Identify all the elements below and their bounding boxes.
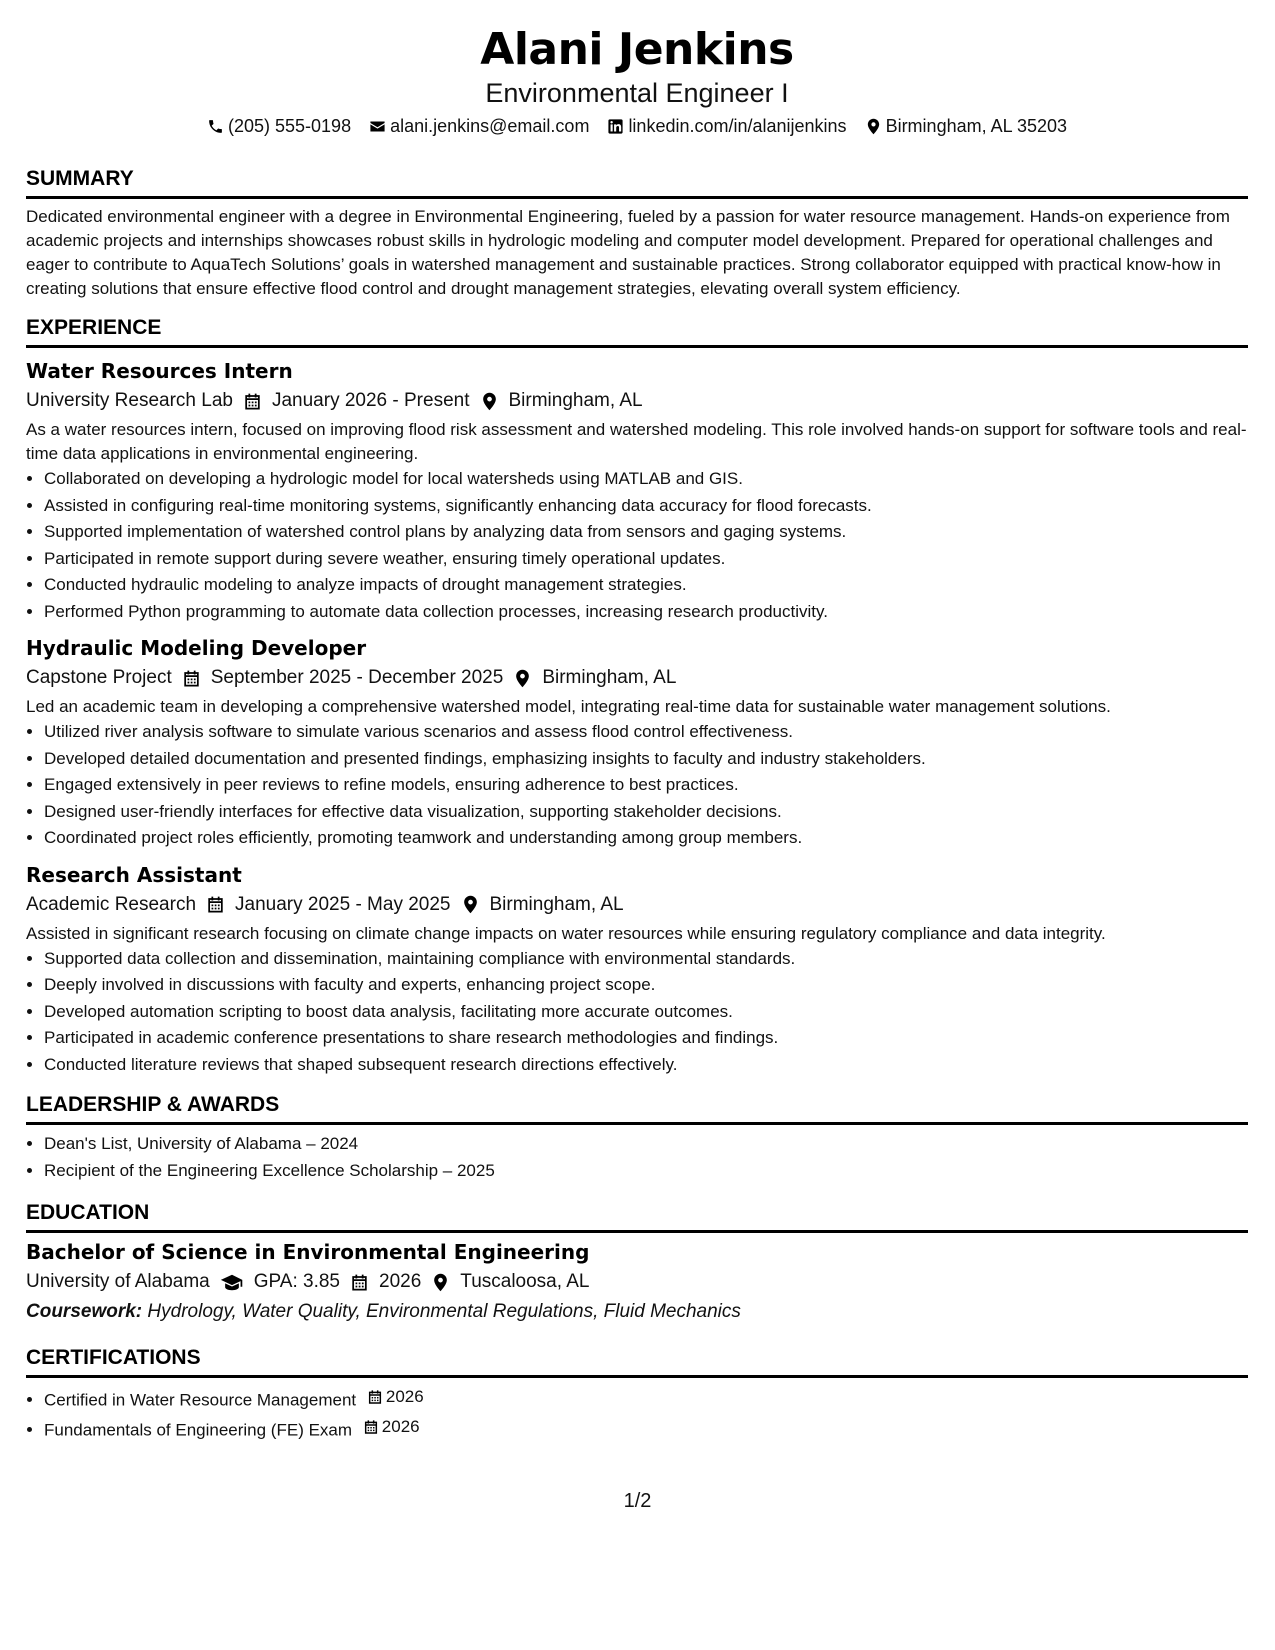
contact-phone[interactable] xyxy=(207,114,351,138)
list-item: • Performed Python programming to automate data collection processes, increasing research productivity. xyxy=(44,599,1248,626)
contact-row xyxy=(26,114,1248,138)
cert-name: Certified in Water Resource Management xyxy=(44,1390,357,1410)
contact-email-text: alani.jenkins@email.com xyxy=(390,116,590,136)
calendar-icon xyxy=(243,392,262,411)
calendar-icon xyxy=(182,669,201,688)
job-title: Water Resources Intern xyxy=(26,359,293,383)
list-item: • Dean's List, University of Alabama – 2024 xyxy=(44,1131,1248,1158)
list-item xyxy=(44,1384,1248,1414)
contact-linkedin-text: linkedin.com/in/alanijenkins xyxy=(628,116,847,136)
job-title: Hydraulic Modeling Developer xyxy=(26,636,367,660)
linkedin-icon xyxy=(607,118,624,135)
page-number: 1/2 xyxy=(623,1490,652,1512)
calendar-icon xyxy=(363,1419,379,1435)
phone-icon xyxy=(207,118,224,135)
list-item: • Recipient of the Engineering Excellence Scholarship – 2025 xyxy=(44,1158,1248,1185)
map-pin-icon xyxy=(513,669,532,688)
contact-phone-text: (205) 555-0198 xyxy=(227,116,352,136)
leadership-list xyxy=(26,1131,1248,1184)
job-meta xyxy=(26,386,1248,416)
job-entry xyxy=(26,860,1248,1079)
list-item: • Developed automation scripting to boost data analysis, facilitating more accurate outcomes. xyxy=(44,999,1248,1026)
job-description: Assisted in significant research focusing on climate change impacts on water resources while ensuring regulatory compliance and data integrity. xyxy=(26,923,1106,943)
job-dates: January 2026 - Present xyxy=(271,390,470,411)
list-item: • Supported data collection and dissemination, maintaining compliance with environmental standards. xyxy=(44,946,1248,973)
calendar-icon xyxy=(350,1273,369,1292)
contact-email[interactable] xyxy=(369,114,589,138)
cert-year: 2026 xyxy=(385,1387,424,1406)
contact-linkedin[interactable] xyxy=(607,114,846,138)
certifications-heading: CERTIFICATIONS xyxy=(26,1345,1248,1378)
experience-section xyxy=(26,315,1248,1078)
summary-text: Dedicated environmental engineer with a degree in Environmental Engineering, fueled by a passion for water resource management. Hands-on experience from academic projects and internships showcases robust skills in hydrologic modeling and computer model development. Prepared for operational challenges and eager to contribute to AquaTech Solutions’ goals in watershed management and sustainable practices. Strong collaborator equipped with practical know-how in creating solutions that ensure effective flood control and drought management strategies, elevating overall system efficiency. xyxy=(26,207,1230,298)
list-item xyxy=(44,1414,1248,1444)
graduation-cap-icon xyxy=(220,1273,244,1292)
degree-title: Bachelor of Science in Environmental Engineering xyxy=(26,1240,590,1264)
coursework-label: Coursework: xyxy=(26,1301,143,1322)
coursework-list: Hydrology, Water Quality, Environmental Regulations, Fluid Mechanics xyxy=(147,1301,741,1322)
job-entry xyxy=(26,633,1248,852)
calendar-icon xyxy=(206,895,225,914)
job-description: As a water resources intern, focused on improving flood risk assessment and watershed modeling. This role involved hands-on support for software tools and real-time data applications in environmental engineering. xyxy=(26,420,1247,463)
job-org: Capstone Project xyxy=(26,667,172,688)
list-item: • Conducted literature reviews that shaped subsequent research directions effectively. xyxy=(44,1052,1248,1079)
job-location: Birmingham, AL xyxy=(508,390,643,411)
resume-header xyxy=(26,0,1248,138)
list-item: • Coordinated project roles efficiently, promoting teamwork and understanding among group members. xyxy=(44,825,1248,852)
job-bullets xyxy=(26,466,1248,625)
gpa: GPA: 3.85 xyxy=(253,1271,341,1292)
list-item: • Developed detailed documentation and presented findings, emphasizing insights to faculty and industry stakeholders. xyxy=(44,746,1248,773)
job-entry xyxy=(26,356,1248,625)
map-pin-icon xyxy=(461,895,480,914)
job-title: Research Assistant xyxy=(26,862,242,887)
school-name: University of Alabama xyxy=(26,1271,210,1292)
job-meta xyxy=(26,663,1248,693)
list-item: • Deeply involved in discussions with faculty and experts, enhancing project scope. xyxy=(44,972,1248,999)
contact-location-text: Birmingham, AL 35203 xyxy=(885,116,1068,136)
education-heading: EDUCATION xyxy=(26,1200,1248,1233)
certifications-list xyxy=(26,1384,1248,1444)
leadership-heading: LEADERSHIP & AWARDS xyxy=(26,1092,1248,1125)
job-dates: September 2025 - December 2025 xyxy=(210,667,504,688)
list-item: • Assisted in configuring real-time monitoring systems, significantly enhancing data accuracy for flood forecasts. xyxy=(44,493,1248,520)
map-pin-icon xyxy=(865,118,882,135)
calendar-icon xyxy=(367,1389,383,1405)
job-bullets xyxy=(26,719,1248,852)
list-item: • Conducted hydraulic modeling to analyze impacts of drought management strategies. xyxy=(44,572,1248,599)
job-location: Birmingham, AL xyxy=(489,893,624,915)
list-item: • Collaborated on developing a hydrologic model for local watersheds using MATLAB and GIS. xyxy=(44,466,1248,493)
list-item: • Engaged extensively in peer reviews to refine models, ensuring adherence to best practices. xyxy=(44,772,1248,799)
school-location: Tuscaloosa, AL xyxy=(460,1271,590,1292)
map-pin-icon xyxy=(480,392,499,411)
list-item: • Participated in remote support during severe weather, ensuring timely operational updates. xyxy=(44,546,1248,573)
candidate-name: Alani Jenkins xyxy=(480,24,794,75)
education-meta xyxy=(26,1267,1248,1297)
resume-page xyxy=(26,0,1248,1444)
coursework xyxy=(26,1297,1248,1327)
experience-heading: EXPERIENCE xyxy=(26,315,1248,348)
job-org: University Research Lab xyxy=(26,390,233,411)
certifications-section xyxy=(26,1345,1248,1444)
leadership-section xyxy=(26,1092,1248,1184)
job-location: Birmingham, AL xyxy=(542,667,677,688)
cert-name: Fundamentals of Engineering (FE) Exam xyxy=(44,1420,353,1439)
candidate-title: Environmental Engineer I xyxy=(485,78,789,108)
list-item: • Designed user-friendly interfaces for effective data visualization, supporting stakeholder decisions. xyxy=(44,799,1248,826)
map-pin-icon xyxy=(431,1273,450,1292)
list-item: • Utilized river analysis software to simulate various scenarios and assess flood control effectiveness. xyxy=(44,719,1248,746)
job-org: Academic Research xyxy=(26,893,197,915)
summary-heading: SUMMARY xyxy=(26,166,1248,199)
graduation-year: 2026 xyxy=(379,1271,422,1292)
contact-location xyxy=(865,114,1067,138)
education-section xyxy=(26,1200,1248,1327)
list-item: • Participated in academic conference presentations to share research methodologies and findings. xyxy=(44,1025,1248,1052)
envelope-icon xyxy=(369,118,386,135)
list-item: • Supported implementation of watershed control plans by analyzing data from sensors and gaging systems. xyxy=(44,519,1248,546)
job-bullets xyxy=(26,946,1248,1079)
cert-year: 2026 xyxy=(381,1416,420,1436)
job-meta xyxy=(26,890,1248,920)
summary-section xyxy=(26,166,1248,301)
job-description: Led an academic team in developing a comprehensive watershed model, integrating real-time data for sustainable water management solutions. xyxy=(26,697,1111,716)
job-dates: January 2025 - May 2025 xyxy=(235,893,451,915)
